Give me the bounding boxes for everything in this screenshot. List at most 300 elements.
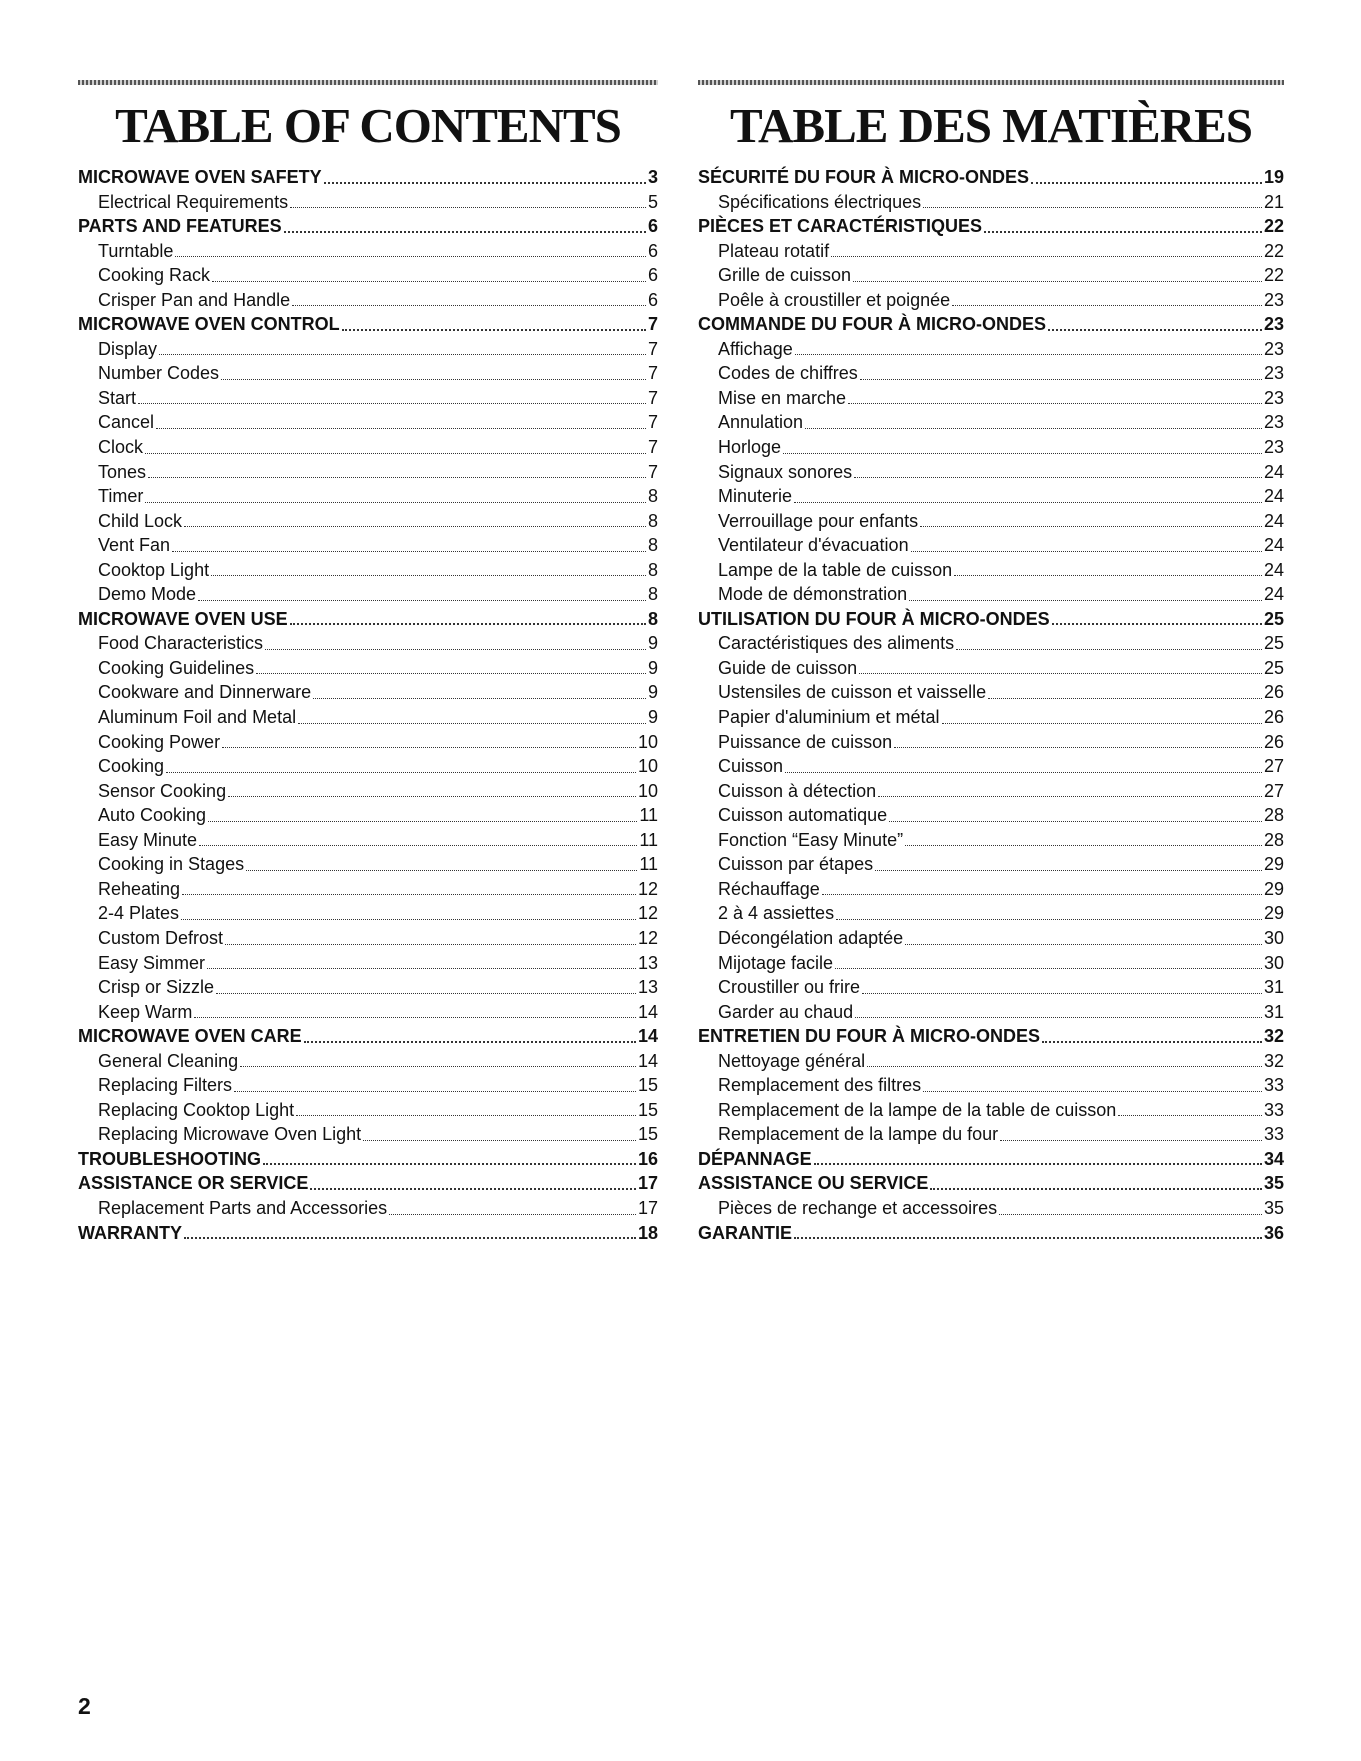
toc-subsection-entry <box>698 1098 1284 1123</box>
toc-entry-page-number: 32 <box>1263 1026 1284 1047</box>
dot-leader <box>794 1237 1262 1239</box>
toc-subsection-entry <box>78 803 658 828</box>
dot-leader <box>256 673 646 674</box>
toc-entry-label: Garder au chaud <box>718 1001 854 1022</box>
toc-entry-label: Cooking Guidelines <box>98 657 255 678</box>
dot-leader <box>794 502 1262 503</box>
toc-entry-label: Replacement Parts and Accessories <box>98 1197 388 1218</box>
toc-section-entry <box>78 1171 658 1196</box>
dot-leader <box>1052 623 1262 625</box>
toc-section-entry <box>78 1147 658 1172</box>
dot-leader <box>853 281 1262 282</box>
toc-entry-page-number: 29 <box>1263 878 1284 899</box>
dot-leader <box>848 403 1262 404</box>
dot-leader <box>138 403 646 404</box>
toc-subsection-entry <box>698 852 1284 877</box>
toc-subsection-entry <box>698 386 1284 411</box>
toc-entry-label: Horloge <box>718 437 782 458</box>
toc-entry-label: Pièces de rechange et accessoires <box>718 1197 998 1218</box>
toc-entry-page-number: 16 <box>637 1148 658 1169</box>
toc-subsection-entry <box>698 1000 1284 1025</box>
toc-entry-page-number: 14 <box>637 1026 658 1047</box>
toc-entry-page-number: 7 <box>647 338 658 359</box>
toc-entry-label: Demo Mode <box>98 584 197 605</box>
toc-entry-page-number: 23 <box>1263 289 1284 310</box>
toc-entry-label: Replacing Microwave Oven Light <box>98 1124 362 1145</box>
toc-subsection-entry <box>78 509 658 534</box>
toc-entry-label: Spécifications électriques <box>718 191 922 212</box>
toc-subsection-entry <box>698 1122 1284 1147</box>
toc-entry-label: Cooking in Stages <box>98 854 245 875</box>
toc-subsection-entry <box>698 288 1284 313</box>
dot-leader <box>246 870 637 871</box>
toc-entry-page-number: 22 <box>1263 265 1284 286</box>
toc-entry-page-number: 15 <box>637 1099 658 1120</box>
toc-subsection-entry <box>698 656 1284 681</box>
toc-entry-page-number: 26 <box>1263 682 1284 703</box>
toc-subsection-entry <box>78 558 658 583</box>
toc-entry-page-number: 35 <box>1263 1197 1284 1218</box>
dot-leader <box>166 772 636 773</box>
toc-subsection-entry <box>698 828 1284 853</box>
toc-entry-page-number: 8 <box>647 535 658 556</box>
dot-leader <box>822 894 1262 895</box>
dot-leader <box>145 502 646 503</box>
toc-entry-label: COMMANDE DU FOUR À MICRO-ONDES <box>698 314 1046 335</box>
toc-section-entry <box>698 312 1284 337</box>
toc-entry-label: MICROWAVE OVEN CONTROL <box>78 314 340 335</box>
toc-entry-label: MICROWAVE OVEN SAFETY <box>78 167 322 187</box>
dot-leader <box>783 453 1262 454</box>
toc-subsection-entry <box>78 1196 658 1221</box>
toc-entry-page-number: 7 <box>647 437 658 458</box>
toc-section-entry <box>698 214 1284 239</box>
dot-leader <box>225 944 636 945</box>
toc-entry-page-number: 26 <box>1263 731 1284 752</box>
toc-subsection-entry <box>698 680 1284 705</box>
toc-entry-page-number: 27 <box>1263 780 1284 801</box>
toc-entry-page-number: 33 <box>1263 1124 1284 1145</box>
toc-entry-page-number: 12 <box>637 878 658 899</box>
toc-subsection-entry <box>78 337 658 362</box>
toc-entry-label: Minuterie <box>718 486 793 507</box>
top-rule <box>78 80 658 85</box>
toc-entry-label: 2 à 4 assiettes <box>718 903 835 924</box>
toc-section-entry <box>698 165 1284 190</box>
toc-subsection-entry <box>78 484 658 509</box>
toc-entry-label: Cooking Power <box>98 731 221 752</box>
toc-subsection-entry <box>78 410 658 435</box>
toc-entry-label: Ustensiles de cuisson et vaisselle <box>718 682 987 703</box>
toc-entry-label: Start <box>98 387 137 408</box>
toc-entry-page-number: 25 <box>1263 657 1284 678</box>
dot-leader <box>909 600 1262 601</box>
toc-entry-label: GARANTIE <box>698 1222 792 1243</box>
toc-entry-page-number: 7 <box>647 412 658 433</box>
toc-subsection-entry <box>698 558 1284 583</box>
toc-subsection-entry <box>78 1073 658 1098</box>
page-number: 2 <box>78 1693 91 1719</box>
toc-subsection-entry <box>698 1073 1284 1098</box>
dot-leader <box>859 673 1262 674</box>
dot-leader <box>860 379 1262 380</box>
toc-entry-page-number: 30 <box>1263 952 1284 973</box>
toc-entry-page-number: 23 <box>1263 338 1284 359</box>
toc-entry-label: Food Characteristics <box>98 633 264 654</box>
toc-entry-label: Papier d'aluminium et métal <box>718 707 940 728</box>
toc-section-entry <box>698 1147 1284 1172</box>
dot-leader <box>156 428 646 429</box>
toc-section-entry <box>78 1024 658 1049</box>
toc-entry-page-number: 24 <box>1263 461 1284 482</box>
dot-leader <box>304 1041 636 1043</box>
toc-entry-page-number: 7 <box>647 461 658 482</box>
dot-leader <box>363 1140 636 1141</box>
toc-entry-label: Puissance de cuisson <box>718 731 893 752</box>
dot-leader <box>805 428 1262 429</box>
toc-entry-label: DÉPANNAGE <box>698 1148 812 1169</box>
toc-entry-page-number: 29 <box>1263 854 1284 875</box>
toc-entry-page-number: 29 <box>1263 903 1284 924</box>
dot-leader <box>298 723 646 724</box>
toc-entry-label: Ventilateur d'évacuation <box>718 535 909 556</box>
toc-subsection-entry <box>698 754 1284 779</box>
dot-leader <box>184 1237 636 1239</box>
toc-entry-page-number: 24 <box>1263 486 1284 507</box>
toc-entry-label: UTILISATION DU FOUR À MICRO-ONDES <box>698 608 1050 629</box>
toc-subsection-entry <box>78 1000 658 1025</box>
toc-entry-label: WARRANTY <box>78 1222 182 1243</box>
toc-entry-page-number: 5 <box>647 191 658 212</box>
toc-entry-page-number: 10 <box>637 780 658 801</box>
toc-entry-page-number: 13 <box>637 952 658 973</box>
toc-entry-page-number: 31 <box>1263 1001 1284 1022</box>
toc-subsection-entry <box>78 582 658 607</box>
toc-entry-label: Réchauffage <box>718 878 820 899</box>
dot-leader <box>905 944 1262 945</box>
dot-leader <box>999 1214 1262 1215</box>
toc-subsection-entry <box>698 239 1284 264</box>
toc-section-entry <box>698 1171 1284 1196</box>
dot-leader <box>313 698 646 699</box>
toc-entry-page-number: 31 <box>1263 977 1284 998</box>
toc-subsection-entry <box>698 975 1284 1000</box>
toc-entry-label: Mode de démonstration <box>718 584 908 605</box>
toc-subsection-entry <box>78 533 658 558</box>
dot-leader <box>988 698 1262 699</box>
toc-entry-label: Caractéristiques des aliments <box>718 633 955 654</box>
toc-entry-label: Crisper Pan and Handle <box>98 289 291 310</box>
toc-entry-label: Vent Fan <box>98 535 171 556</box>
toc-entry-page-number: 6 <box>647 240 658 261</box>
toc-entry-page-number: 13 <box>637 977 658 998</box>
toc-entry-label: Croustiller ou frire <box>718 977 861 998</box>
toc-entry-label: Codes de chiffres <box>718 363 858 384</box>
dot-leader <box>198 600 646 601</box>
toc-subsection-entry <box>698 435 1284 460</box>
dot-leader <box>389 1214 636 1215</box>
dot-leader <box>905 845 1262 846</box>
toc-entry-page-number: 24 <box>1263 510 1284 531</box>
toc-entry-page-number: 8 <box>647 559 658 580</box>
toc-subsection-entry <box>78 656 658 681</box>
toc-subsection-entry <box>698 190 1284 215</box>
toc-entry-label: MICROWAVE OVEN USE <box>78 608 288 629</box>
toc-entry-label: Décongélation adaptée <box>718 927 904 948</box>
toc-entry-page-number: 28 <box>1263 829 1284 850</box>
toc-entry-page-number: 6 <box>647 216 658 237</box>
toc-entry-page-number: 11 <box>639 829 658 850</box>
dot-leader <box>159 354 646 355</box>
toc-entry-page-number: 12 <box>637 927 658 948</box>
toc-entry-page-number: 25 <box>1263 608 1284 629</box>
dot-leader <box>221 379 646 380</box>
toc-entry-page-number: 33 <box>1263 1075 1284 1096</box>
toc-subsection-entry <box>78 435 658 460</box>
toc-subsection-entry <box>78 828 658 853</box>
dot-leader <box>208 821 637 822</box>
toc-subsection-entry <box>698 779 1284 804</box>
toc-entry-page-number: 17 <box>637 1173 658 1194</box>
toc-subsection-entry <box>78 288 658 313</box>
toc-entry-label: Plateau rotatif <box>718 240 830 261</box>
toc-entry-page-number: 28 <box>1263 805 1284 826</box>
toc-subsection-entry <box>78 754 658 779</box>
toc-subsection-entry <box>78 631 658 656</box>
dot-leader <box>263 1163 636 1165</box>
toc-entry-page-number: 10 <box>637 756 658 777</box>
toc-entry-label: Grille de cuisson <box>718 265 852 286</box>
toc-subsection-entry <box>698 509 1284 534</box>
dot-leader <box>1000 1140 1262 1141</box>
toc-subsection-entry <box>698 1049 1284 1074</box>
dot-leader <box>240 1066 636 1067</box>
toc-entry-label: Cuisson <box>718 756 784 777</box>
dot-leader <box>867 1066 1262 1067</box>
dot-leader <box>234 1091 636 1092</box>
toc-entry-page-number: 33 <box>1263 1099 1284 1120</box>
top-rule <box>698 80 1284 85</box>
toc-subsection-entry <box>698 730 1284 755</box>
dot-leader <box>212 281 646 282</box>
dot-leader <box>923 207 1262 208</box>
toc-subsection-entry <box>698 926 1284 951</box>
toc-entry-page-number: 9 <box>647 707 658 728</box>
toc-entry-label: Cuisson automatique <box>718 805 888 826</box>
toc-subsection-entry <box>698 705 1284 730</box>
toc-entry-label: Guide de cuisson <box>718 657 858 678</box>
toc-entry-page-number: 23 <box>1263 314 1284 335</box>
dot-leader <box>310 1188 636 1190</box>
dot-leader <box>290 623 646 625</box>
dot-leader <box>984 231 1262 233</box>
toc-entry-label: ENTRETIEN DU FOUR À MICRO-ONDES <box>698 1026 1040 1047</box>
toc-subsection-entry <box>78 779 658 804</box>
toc-subsection-entry <box>78 730 658 755</box>
toc-list <box>698 165 1284 1245</box>
toc-entry-label: Cookware and Dinnerware <box>98 682 312 703</box>
toc-entry-label: ASSISTANCE OU SERVICE <box>698 1173 929 1194</box>
toc-entry-page-number: 34 <box>1263 1148 1284 1169</box>
toc-entry-label: Easy Minute <box>98 829 198 850</box>
toc-entry-label: Poêle à croustiller et poignée <box>718 289 951 310</box>
toc-entry-label: Nettoyage général <box>718 1050 866 1071</box>
toc-entry-label: Mijotage facile <box>718 952 834 973</box>
toc-entry-label: 2-4 Plates <box>98 903 180 924</box>
dot-leader <box>795 354 1262 355</box>
toc-subsection-entry <box>78 190 658 215</box>
toc-entry-page-number: 32 <box>1263 1050 1284 1071</box>
dot-leader <box>172 551 646 552</box>
toc-entry-label: Remplacement de la lampe de la table de cuisson <box>718 1099 1117 1120</box>
toc-entry-label: Timer <box>98 486 144 507</box>
dot-leader <box>1118 1115 1262 1116</box>
dot-leader <box>923 1091 1262 1092</box>
toc-entry-label: Verrouillage pour enfants <box>718 510 919 531</box>
toc-entry-label: Mise en marche <box>718 387 847 408</box>
dot-leader <box>862 993 1262 994</box>
toc-entry-label: Crisp or Sizzle <box>98 977 215 998</box>
dot-leader <box>342 329 646 331</box>
toc-entry-label: Number Codes <box>98 363 220 384</box>
toc-entry-page-number: 30 <box>1263 927 1284 948</box>
toc-entry-page-number: 8 <box>647 510 658 531</box>
toc-entry-label: Sensor Cooking <box>98 780 227 801</box>
toc-entry-label: ASSISTANCE OR SERVICE <box>78 1173 309 1194</box>
toc-entry-page-number: 15 <box>637 1075 658 1096</box>
dot-leader <box>181 919 636 920</box>
toc-subsection-entry <box>698 951 1284 976</box>
toc-section-entry <box>78 165 658 190</box>
dot-leader <box>1031 182 1262 184</box>
toc-entry-label: Affichage <box>718 338 793 359</box>
dot-leader <box>194 1017 636 1018</box>
toc-entry-label: Cooking Rack <box>98 265 211 286</box>
dot-leader <box>878 796 1262 797</box>
toc-entry-page-number: 36 <box>1263 1222 1284 1243</box>
toc-subsection-entry <box>78 361 658 386</box>
toc-entry-page-number: 10 <box>637 731 658 752</box>
toc-entry-page-number: 24 <box>1263 559 1284 580</box>
toc-entry-page-number: 23 <box>1263 412 1284 433</box>
toc-subsection-entry <box>698 631 1284 656</box>
toc-entry-label: Keep Warm <box>98 1001 193 1022</box>
toc-entry-page-number: 18 <box>637 1222 658 1243</box>
toc-entry-label: Turntable <box>98 240 174 261</box>
toc-entry-page-number: 27 <box>1263 756 1284 777</box>
toc-entry-label: Remplacement de la lampe du four <box>718 1124 999 1145</box>
toc-entry-label: PARTS AND FEATURES <box>78 216 282 237</box>
dot-leader <box>814 1163 1262 1165</box>
toc-section-entry <box>698 607 1284 632</box>
toc-subsection-entry <box>78 239 658 264</box>
toc-subsection-entry <box>698 1196 1284 1221</box>
toc-subsection-entry <box>78 975 658 1000</box>
toc-entry-label: General Cleaning <box>98 1050 239 1071</box>
toc-entry-page-number: 24 <box>1263 584 1284 605</box>
toc-entry-page-number: 6 <box>647 289 658 310</box>
dot-leader <box>296 1115 636 1116</box>
toc-entry-label: Replacing Cooktop Light <box>98 1099 295 1120</box>
toc-section-entry <box>78 214 658 239</box>
toc-entry-label: Custom Defrost <box>98 927 224 948</box>
toc-entry-label: Annulation <box>718 412 804 433</box>
toc-column-english <box>78 80 658 1245</box>
toc-entry-label: Clock <box>98 437 144 458</box>
toc-entry-page-number: 7 <box>647 387 658 408</box>
toc-subsection-entry <box>78 705 658 730</box>
dot-leader <box>831 256 1262 257</box>
dot-leader <box>894 747 1262 748</box>
toc-subsection-entry <box>78 926 658 951</box>
toc-section-entry <box>78 607 658 632</box>
dot-leader <box>854 477 1262 478</box>
toc-entry-page-number: 7 <box>647 314 658 335</box>
dot-leader <box>930 1188 1262 1190</box>
dot-leader <box>920 526 1262 527</box>
toc-entry-label: Cooking <box>98 756 165 777</box>
dot-leader <box>265 649 646 650</box>
dot-leader <box>184 526 646 527</box>
toc-entry-page-number: 14 <box>637 1050 658 1071</box>
toc-entry-page-number: 11 <box>639 854 658 875</box>
toc-entry-page-number: 3 <box>647 167 658 187</box>
toc-entry-label: Electrical Requirements <box>98 191 289 212</box>
dot-leader <box>855 1017 1262 1018</box>
toc-subsection-entry <box>78 877 658 902</box>
toc-section-entry <box>698 1024 1284 1049</box>
toc-entry-page-number: 15 <box>637 1124 658 1145</box>
toc-subsection-entry <box>698 533 1284 558</box>
dot-leader <box>211 575 646 576</box>
dot-leader <box>292 305 646 306</box>
toc-entry-label: Easy Simmer <box>98 952 206 973</box>
dot-leader <box>145 453 646 454</box>
toc-entry-page-number: 9 <box>647 657 658 678</box>
toc-subsection-entry <box>698 484 1284 509</box>
dot-leader <box>911 551 1262 552</box>
toc-column-french <box>698 80 1284 1245</box>
toc-entry-label: SÉCURITÉ DU FOUR À MICRO-ONDES <box>698 167 1030 187</box>
toc-subsection-entry <box>78 386 658 411</box>
dot-leader <box>148 477 646 478</box>
toc-entry-page-number: 21 <box>1263 191 1284 212</box>
toc-subsection-entry <box>698 410 1284 435</box>
toc-entry-page-number: 23 <box>1263 387 1284 408</box>
toc-entry-label: Cuisson par étapes <box>718 854 874 875</box>
dot-leader <box>182 894 636 895</box>
dot-leader <box>956 649 1262 650</box>
toc-entry-page-number: 26 <box>1263 707 1284 728</box>
dot-leader <box>290 207 646 208</box>
toc-entry-label: PIÈCES ET CARACTÉRISTIQUES <box>698 216 983 237</box>
toc-subsection-entry <box>78 1122 658 1147</box>
toc-entry-page-number: 8 <box>647 584 658 605</box>
dot-leader <box>836 919 1262 920</box>
toc-list <box>78 165 658 1245</box>
toc-entry-label: Tones <box>98 461 147 482</box>
toc-entry-label: Fonction “Easy Minute” <box>718 829 904 850</box>
toc-subsection-entry <box>78 680 658 705</box>
dot-leader <box>942 723 1262 724</box>
toc-entry-label: Cuisson à détection <box>718 780 877 801</box>
toc-entry-page-number: 22 <box>1263 240 1284 261</box>
dot-leader <box>324 182 646 184</box>
page-title: TABLE OF CONTENTS <box>115 98 621 153</box>
toc-entry-label: MICROWAVE OVEN CARE <box>78 1026 302 1047</box>
dot-leader <box>875 870 1262 871</box>
toc-subsection-entry <box>78 901 658 926</box>
